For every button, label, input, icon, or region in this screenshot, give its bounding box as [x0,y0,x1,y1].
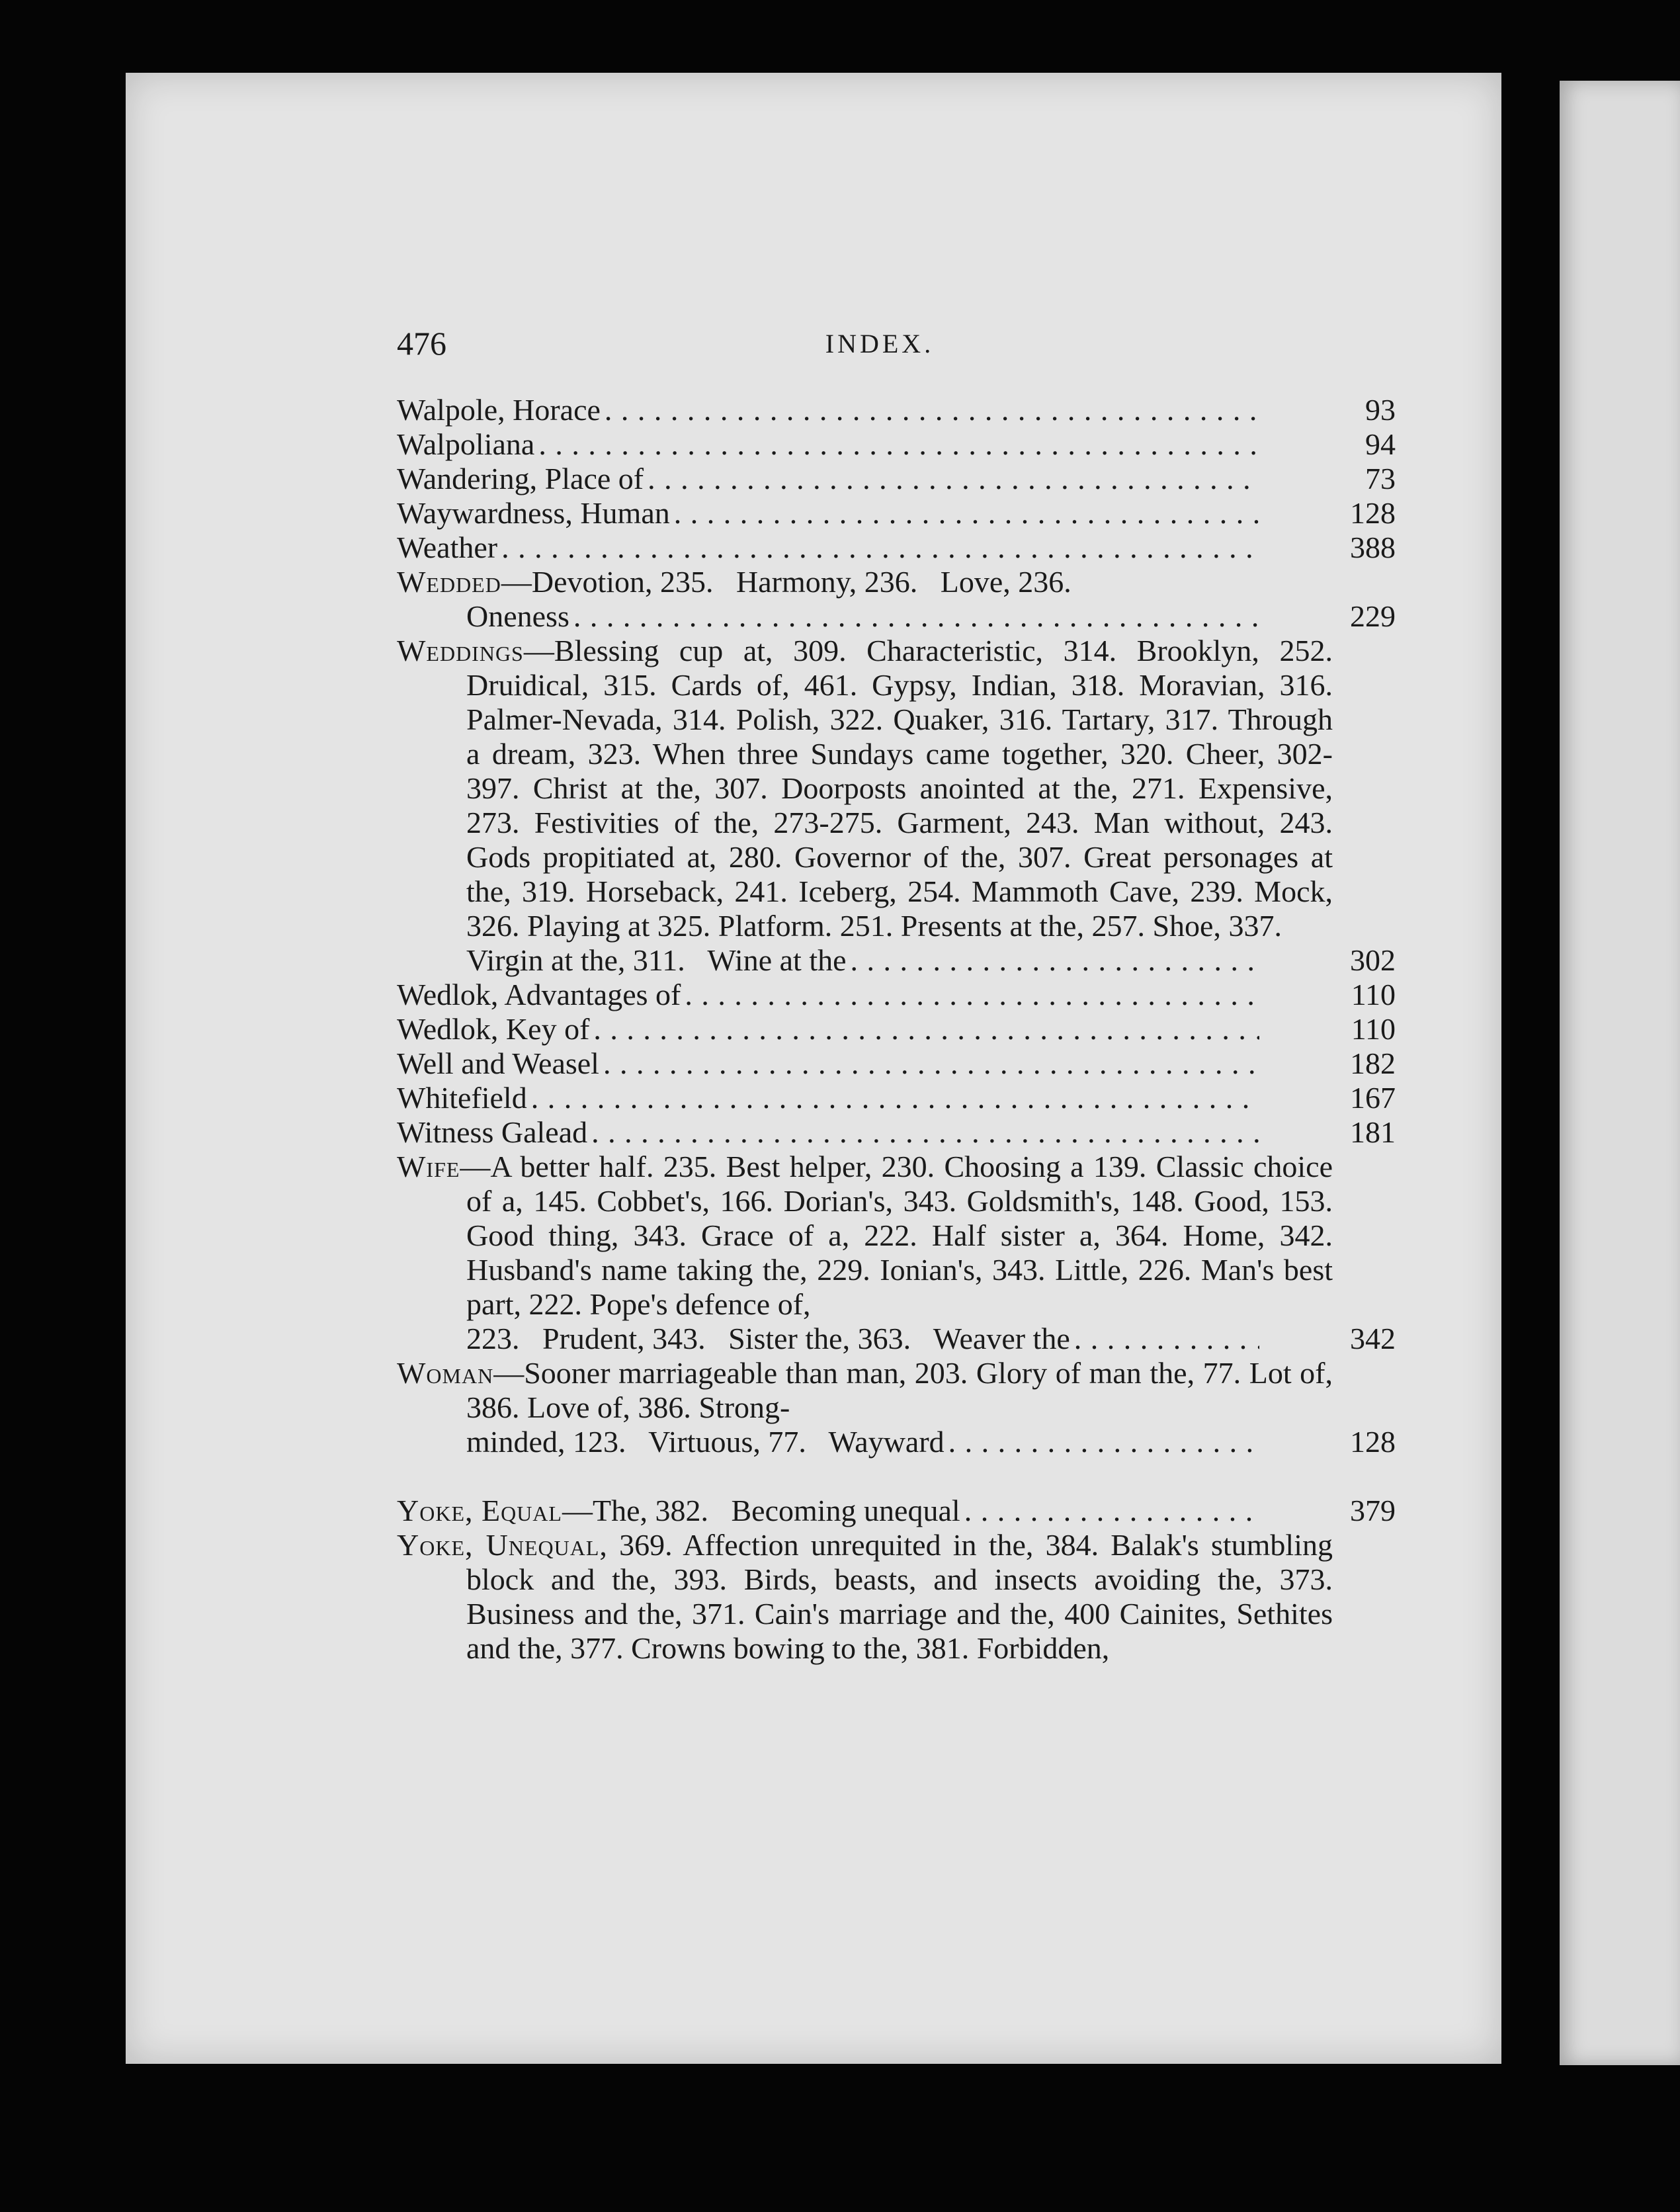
index-entry [397,565,1396,634]
running-head: INDEX. [825,329,935,359]
index-list [397,393,1396,1666]
leader-dots [531,1081,1259,1115]
entry-text: Waywardness, Human [397,496,670,530]
index-entry [397,1356,1396,1459]
entry-paragraph [397,634,1333,943]
page-ref: 94 [1365,427,1396,461]
entry-heading: Yoke, Equal [397,1494,562,1527]
entry-paragraph [397,1356,1333,1425]
leader-dots [685,978,1259,1012]
entry-text: Whitefield [397,1081,527,1115]
leader-dots [648,462,1259,496]
index-entry [397,1115,1396,1150]
leader-dots [591,1115,1259,1150]
leader-dots [1074,1322,1259,1356]
leader-dots [948,1425,1259,1459]
entry-text: Weather [397,531,498,564]
page-ref: 93 [1365,393,1396,427]
page-ref: 128 [1350,1425,1396,1459]
entry-heading: Weddings [397,634,524,667]
page-ref: 182 [1350,1046,1396,1080]
entry-text: Well and Weasel [397,1046,599,1080]
page-number: 476 [397,325,446,362]
index-entry [397,1081,1396,1115]
page-ref: 302 [1350,943,1396,977]
entry-text: Witness Galead [397,1115,588,1149]
page-ref: 128 [1350,496,1396,530]
entry-heading: Wedded [397,565,501,599]
leader-dots [603,1046,1259,1081]
entry-heading: Yoke, Unequal [397,1528,600,1562]
entry-text: Wedlok, Advantages of [397,978,681,1011]
entry-subtopics: —Blessing cup at, 309. Characteristic, 314. Brooklyn, 252. Druidical, 315. Cards of, 461. Gypsy, Indian, 318. Moravian, 316. Palmer-Nevada, 314. Polish, 322. Quaker, 316. Tartary, 317. Through a dream, 323. When three Sundays came together, 320. Cheer, 302-397. Christ at the, 307. Doorposts anointed at the, 271. Expensive, 273. Festivities of the, 273-275. Garment, 243. Man without, 243. Gods propitiated at, 280. Governor of the, 307. Great personages at the, 319. Horseback, 241. Iceberg, 254. Mammoth Cave, 239. Mock, 326. Playing at 325. Platform. 251. Presents at the, 257. Shoe, 337. [466,634,1333,943]
index-entry [397,1046,1396,1081]
page-ref: 342 [1350,1322,1396,1355]
index-entry [397,634,1396,978]
entry-subtopics: —Devotion, 235. Harmony, 236. Love, 236. [501,565,1071,599]
index-entry [397,531,1396,565]
entry-subtopics: , 369. Affection unrequited in the, 384. Balak's stumbling block and the, 393. Birds, beasts, and insects avoiding the, 373. Business and the, 371. Cain's marriage and the, 400 Cainites, Sethites and the, 377. Crowns bowing to the, 381. Forbidden, [466,1528,1333,1665]
index-entry [397,1012,1396,1046]
index-entry [397,1494,1396,1528]
leader-dots [501,531,1259,565]
page-header [397,324,1363,370]
page-ref: 73 [1365,462,1396,495]
leader-dots [964,1494,1259,1528]
entry-text: Walpole, Horace [397,393,601,427]
page-ref: 229 [1350,599,1396,633]
entry-first-line [397,1494,960,1528]
entry-last-line: 223. Prudent, 343. Sister the, 363. Weaver the [466,1322,1070,1355]
entry-last-line: Oneness [466,599,569,633]
index-entry [397,1528,1396,1666]
entry-paragraph [397,1150,1333,1322]
leader-dots [851,943,1259,978]
leader-dots [538,427,1259,462]
page-ref: 181 [1350,1115,1396,1149]
entry-text: Walpoliana [397,427,535,461]
index-entry [397,1150,1396,1356]
entry-text: Wedlok, Key of [397,1012,590,1046]
index-entry [397,462,1396,496]
entry-last-line: Virgin at the, 311. Wine at the [466,943,847,977]
index-entry [397,496,1396,531]
entry-heading: Wife [397,1150,460,1183]
leader-dots [605,393,1259,427]
index-entry [397,393,1396,427]
entry-text: Wandering, Place of [397,462,644,495]
index-entry [397,427,1396,462]
leader-dots [573,599,1259,634]
leader-dots [674,496,1259,531]
index-entry [397,978,1396,1012]
entry-heading: Woman [397,1356,494,1390]
entry-subtopics: —Sooner marriageable than man, 203. Glory of man the, 77. Lot of, 386. Love of, 386. Strong- [466,1356,1333,1424]
right-page-edge [1560,81,1680,2065]
page-ref: 388 [1350,531,1396,564]
entry-subtopics: —The, 382. Becoming unequal [562,1494,960,1527]
page-ref: 167 [1350,1081,1396,1115]
page-ref: 110 [1351,1012,1396,1046]
leader-dots [593,1012,1259,1046]
entry-paragraph [397,1528,1333,1666]
page-ref: 379 [1350,1494,1396,1527]
entry-subtopics: —A better half. 235. Best helper, 230. Choosing a 139. Classic choice of a, 145. Cobbet's, 166. Dorian's, 343. Goldsmith's, 148. Good, 153. Good thing, 343. Grace of a, 222. Half sister a, 364. Home, 342. Husband's name taking the, 229. Ionian's, 343. Little, 226. Man's best part, 222. Pope's defence of, [460,1150,1333,1321]
entry-last-line: minded, 123. Virtuous, 77. Wayward [466,1425,945,1459]
page-ref: 110 [1351,978,1396,1011]
